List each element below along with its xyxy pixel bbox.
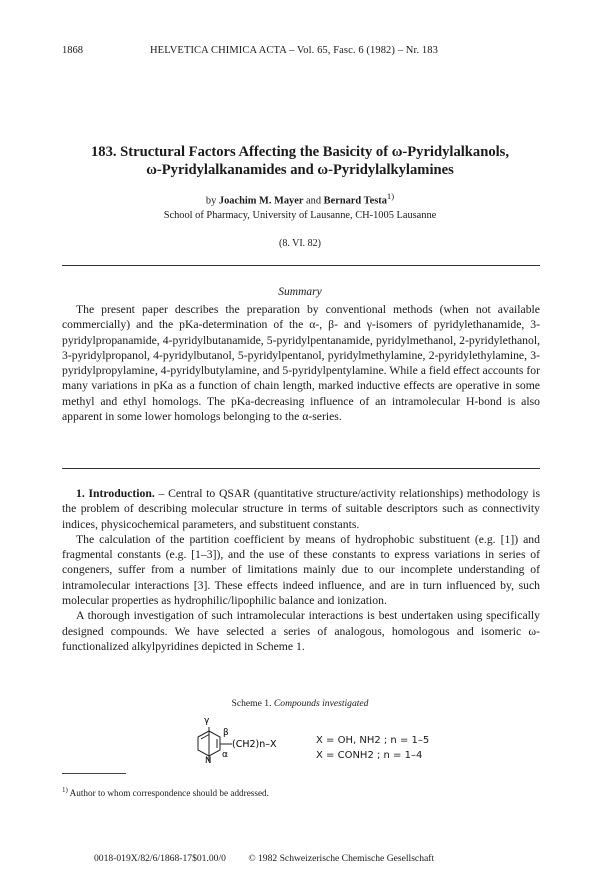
intro-heading: 1. Introduction. xyxy=(76,487,155,500)
received-date: (8. VI. 82) xyxy=(278,238,322,249)
author-line xyxy=(60,191,540,206)
introduction xyxy=(62,486,540,654)
page-number: 1868 xyxy=(62,45,83,56)
scheme-condition-2: X = CONH2 ; n = 1–4 xyxy=(316,750,423,761)
footnote xyxy=(62,786,269,798)
affiliation: School of Pharmacy, University of Lausanne, CH-1005 Lausanne xyxy=(163,210,437,221)
article-title xyxy=(60,143,540,179)
journal-header: HELVETICA CHIMICA ACTA – Vol. 65, Fasc. 6 (1982) – Nr. 183 xyxy=(150,45,438,56)
intro-paragraph-3: A thorough investigation of such intramolecular interactions is best undertaken using specifically designed compounds. We have selected a series of analogous, homologous and isomeric ω-functionalized alkylpyridines depicted in Scheme 1. xyxy=(62,609,540,653)
chain-formula: (CH2)n–X xyxy=(232,739,277,750)
summary-top-rule xyxy=(62,265,540,266)
beta-label: β xyxy=(223,728,229,738)
footnote-text: Author to whom correspondence should be addressed. xyxy=(69,788,269,799)
summary-heading: Summary xyxy=(278,286,322,298)
page-footer xyxy=(94,853,434,864)
author-footnote-mark: 1) xyxy=(386,191,395,201)
article-code: 0018-019X/82/6/1868-17$01.00/0 xyxy=(94,853,226,864)
summary-bottom-rule xyxy=(62,468,540,469)
author-testa: Bernard Testa xyxy=(323,195,387,207)
author-mayer: Joachim M. Mayer xyxy=(218,195,304,207)
copyright-notice: © 1982 Schweizerische Chemische Gesellschaft xyxy=(248,853,435,864)
title-line-2: ω-Pyridylalkanamides and ω-Pyridylalkylamines xyxy=(146,162,454,178)
scheme-caption: Scheme 1. Compounds investigated xyxy=(231,698,369,709)
intro-paragraph-2: The calculation of the partition coefficient by means of hydrophobic substituent (e.g. [1]) and fragmental constants (e.g. [1–3]), and the use of these constants to express variations in series of congeners, suffer from a number of limitations mainly due to our incomplete understanding of intramolecular interactions [3]. These effects indeed influence, and are in turn influenced by, such molecular properties as hydrophilic/lipophilic balance and ionization. xyxy=(62,532,540,608)
summary-text: The present paper describes the preparation by conventional methods (when not available commercially) and the pKa-determination of the α-, β- and γ-isomers of pyridylethanamide, 3-pyridylpropanamide, 4-pyridylbutanamide, 5-pyridylpentanamide, pyridylmethanol, 2-pyridylethanol, 3-pyridylpropanol, 4-pyridylbutanol, 5-pyridylpentanol, pyridylmethylamine, 2-pyridylethylamine, 3-pyridylpropylamine, 4-pyridylbutylamine, and 5-pyridylpentylamine. While a field effect accounts for many variations in pKa as a function of chain length, marked inductive effects are operative in some methyl and ethyl homologs. The pKa-decreasing influence of an intramolecular H-bond is also apparent in some lower homologs belonging to the α-series. xyxy=(62,303,540,424)
title-line-1: 183. Structural Factors Affecting the Basicity of ω-Pyridylalkanols, xyxy=(90,144,510,160)
by-word: by xyxy=(205,195,217,207)
and-word: and xyxy=(306,195,322,207)
footnote-rule xyxy=(62,773,126,774)
ring-nitrogen-label: N xyxy=(205,756,212,766)
scheme-condition-1: X = OH, NH2 ; n = 1–5 xyxy=(316,735,430,746)
footnote-number: 1) xyxy=(62,786,68,794)
intro-paragraph-1: 1. Introduction. – Central to QSAR (quantitative structure/activity relationships) methodology is the problem of describing molecular structure in terms of suitable descriptors such as connectivity indices, physicochemical parameters, and substituent constants. xyxy=(62,487,541,531)
gamma-label: γ xyxy=(204,716,210,726)
alpha-label: α xyxy=(222,750,228,760)
